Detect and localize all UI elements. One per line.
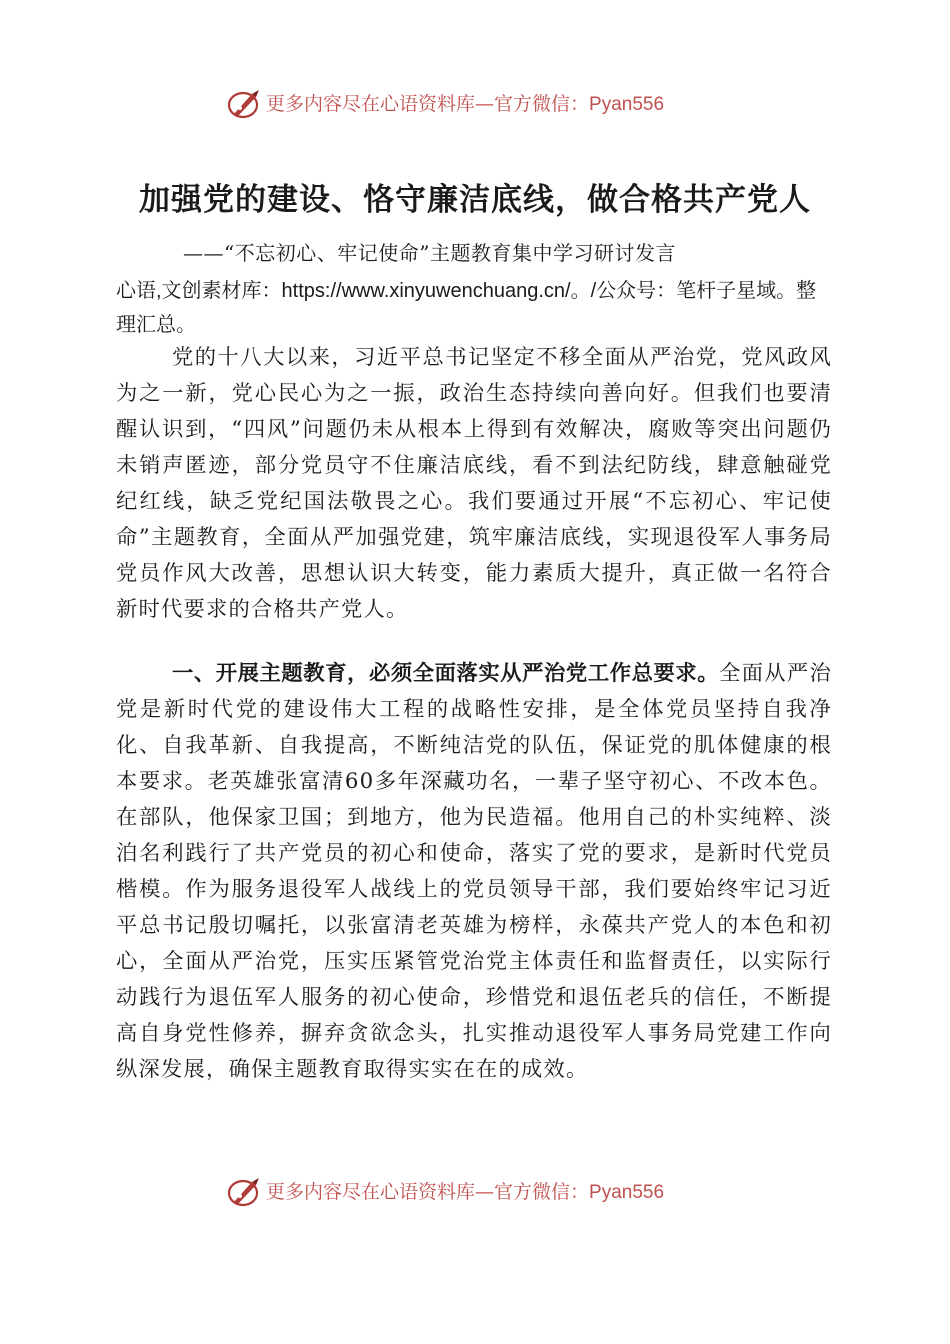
wechat-id: Pyan556 — [589, 1182, 665, 1203]
source-note: 心语,文创素材库：https://www.xinyuwenchuang.cn/。/公众号：笔杆子星域。整理汇总。 — [116, 280, 817, 336]
section-body: 全面从严治党是新时代党的建设伟大工程的战略性安排，是全体党员坚持自我净化、自我革新、自我提高，不断纯洁党的队伍，保证党的肌体健康的根本要求。老英雄张富清60多年深藏功名，一辈子坚守初心、不改本色。在部队，他保家卫国；到地方，他为民造福。他用自己的朴实纯粹、淡泊名利践行了共产党员的初心和使命，落实了党的要求，是新时代党员楷模。作为服务退役军人战线上的党员领导干部，我们要始终牢记习近平总书记殷切嘱托，以张富清老英雄为榜样，永葆共产党人的本色和初心，全面从严治党，压实压紧管党治党主体责任和监督责任，以实际行动践行为退伍军人服务的初心使命，珍惜党和退伍老兵的信任，不断提高自身党性修养，摒弃贪欲念头，扎实推动退役军人事务局党建工作向纵深发展，确保主题教育取得实实在在的成效。 — [116, 661, 832, 1082]
paragraph-intro: 党的十八大以来，习近平总书记坚定不移全面从严治党，党风政风为之一新，党心民心为之一振，政治生态持续向善向好。但我们也要清醒认识到，“四风”问题仍未从根本上得到有效解决，腐败等突出问题仍未销声匿迹，部分党员守不住廉洁底线，看不到法纪防线，肆意触碰党纪红线，缺乏党纪国法敬畏之心。我们要通过开展“不忘初心、牢记使命”主题教育，全面从严加强党建，筑牢廉洁底线，实现退役军人事务局党员作风大改善，思想认识大转变，能力素质大提升，真正做一名符合新时代要求的合格共产党人。 — [116, 345, 832, 622]
banner-text: 更多内容尽在心语资料库—官方微信：Pyan556 — [266, 93, 665, 115]
document-title: 加强党的建设、恪守廉洁底线，做合格共产党人 — [139, 182, 811, 218]
banner-text: 更多内容尽在心语资料库—官方微信：Pyan556 — [266, 1181, 665, 1203]
header-banner — [0, 84, 950, 124]
pen-nib-logo-icon — [226, 88, 262, 120]
document-subtitle: ——“不忘初心、牢记使命”主题教育集中学习研讨发言 — [183, 241, 676, 265]
paragraph-section-1 — [116, 656, 832, 1088]
wechat-id: Pyan556 — [589, 94, 665, 115]
footer-banner — [0, 1172, 950, 1212]
pen-nib-logo-icon — [226, 1176, 262, 1208]
section-heading: 一、开展主题教育，必须全面落实从严治党工作总要求。 — [172, 661, 720, 686]
